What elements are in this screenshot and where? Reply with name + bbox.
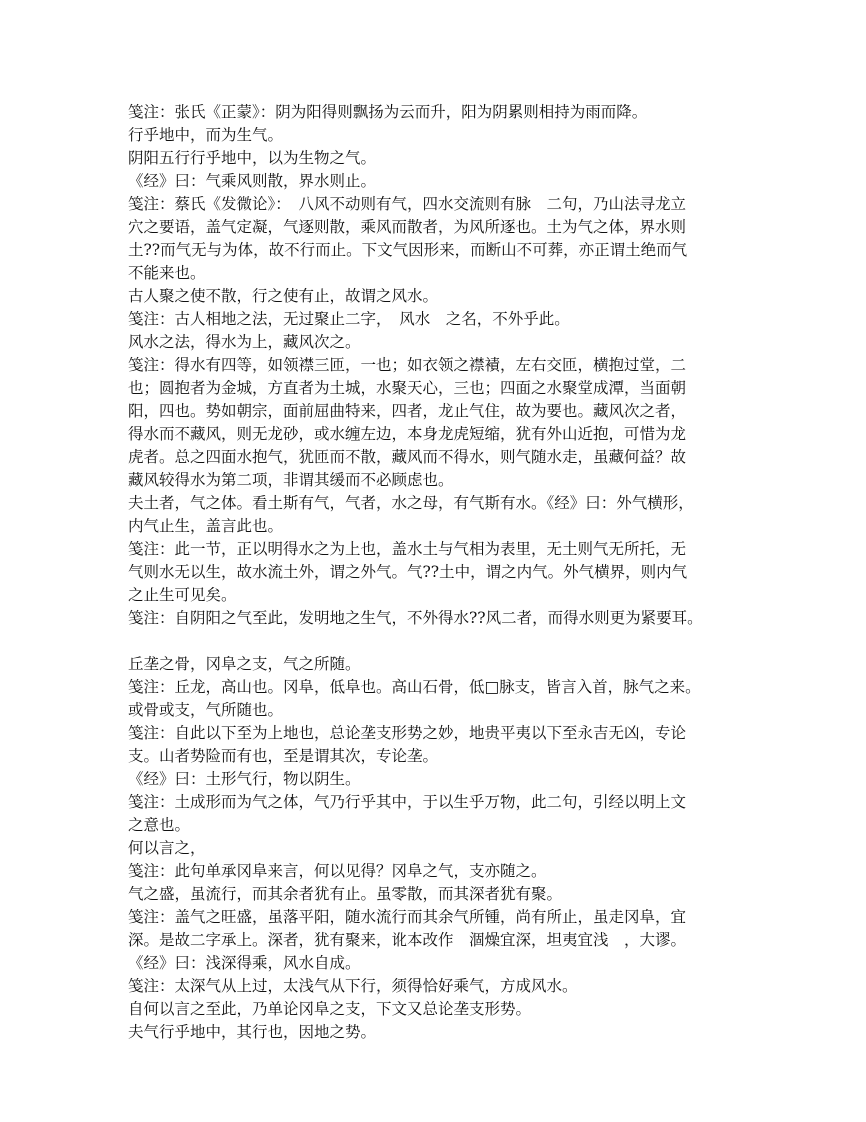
text-line: 笺注：自阴阳之气至此，发明地之生气，不外得水??风二者，而得水则更为紧要耳。 xyxy=(128,609,703,627)
text-line: 气则水无以生，故水流土外，谓之外气。气??土中，谓之内气。外气横界，则内气 xyxy=(128,563,688,581)
text-line: 《经》曰：气乘风则散，界水则止。 xyxy=(128,172,377,190)
text-line: 支。山者势险而有也，至是谓其次，专论垄。 xyxy=(128,747,439,765)
text-line: 或骨或支，气所随也。 xyxy=(128,701,284,719)
text-line: 风水之法，得水为上，藏风次之。 xyxy=(128,333,361,351)
document-page xyxy=(128,101,758,1044)
text-line: 笺注：蔡氏《发微论》： 八风不动则有气，四水交流则有脉 二句，乃山法寻龙立 xyxy=(128,195,687,213)
text-line: 笺注：张氏《正蒙》：阴为阳得则飘扬为云而升，阳为阴累则相持为雨而降。 xyxy=(128,103,648,121)
text-line: 古人聚之使不散，行之使有止，故谓之风水。 xyxy=(128,287,439,305)
text-line: 阳，四也。势如朝宗，面前屈曲特来，四者，龙止气住，故为要也。藏风次之者， xyxy=(128,402,687,420)
text-line: 笺注：太深气从上过，太浅气从下行，须得恰好乘气，方成风水。 xyxy=(128,977,578,995)
text-line: 笺注：此句单承冈阜来言，何以见得？冈阜之气，支亦随之。 xyxy=(128,862,547,880)
text-line: 不能来也。 xyxy=(128,264,206,282)
text-line: 藏风较得水为第二项，非谓其缓而不必顾虑也。 xyxy=(128,471,454,489)
text-line: 虎者。总之四面水抱气，犹匝而不散，藏风而不得水，则气随水走，虽藏何益？故 xyxy=(128,448,687,466)
text-line: 阴阳五行行乎地中，以为生物之气。 xyxy=(128,149,377,167)
text-line: 深。是故二字承上。深者，犹有聚来，讹本改作 涸燥宜深，坦夷宜浅 ，大谬。 xyxy=(128,931,687,949)
text-line: 笺注：盖气之旺盛，虽落平阳，随水流行而其余气所锺，尚有所止，虽走冈阜，宜 xyxy=(128,908,687,926)
text-line: 《经》曰：浅深得乘，风水自成。 xyxy=(128,954,361,972)
text-line: 笺注：古人相地之法，无过聚止二字， 风水 之名，不外乎此。 xyxy=(128,310,570,328)
text-line: 土??而气无与为体，故不行而止。下文气因形来，而断山不可葬，亦正谓土绝而气 xyxy=(128,241,688,259)
blank-line xyxy=(128,630,758,653)
text-line: 内气止生，盖言此也。 xyxy=(128,517,284,535)
text-line: 也；圆抱者为金城，方直者为土城，水聚天心，三也；四面之水聚堂成潭，当面朝 xyxy=(128,379,687,397)
text-line: 得水而不藏风，则无龙砂，或水缠左边，本身龙虎短缩，犹有外山近抱，可惜为龙 xyxy=(128,425,687,443)
text-line: 行乎地中，而为生气。 xyxy=(128,126,284,144)
text-line: 自何以言之至此，乃单论冈阜之支，下文又总论垄支形势。 xyxy=(128,1000,532,1018)
text-line: 气之盛，虽流行，而其余者犹有止。虽零散，而其深者犹有聚。 xyxy=(128,885,563,903)
text-line: 笺注：土成形而为气之体，气乃行乎其中，于以生乎万物，此二句，引经以明上文 xyxy=(128,793,687,811)
text-line: 笺注：丘龙，高山也。冈阜，低阜也。高山石骨，低□脉支，皆言入首，脉气之来。 xyxy=(128,678,701,696)
text-line: 笺注：此一节，正以明得水之为上也，盖水土与气相为表里，无土则气无所托，无 xyxy=(128,540,687,558)
text-line: 《经》曰：土形气行，物以阴生。 xyxy=(128,770,361,788)
text-line: 夫土者，气之体。看土斯有气，气者，水之母，有气斯有水。《经》曰：外气横形， xyxy=(128,494,694,512)
text-line: 之意也。 xyxy=(128,816,191,834)
text-line: 穴之要语，盖气定凝，气逐则散，乘风而散者，为风所逐也。土为气之体，界水则 xyxy=(128,218,687,236)
text-line: 之止生可见矣。 xyxy=(128,586,237,604)
text-line: 笺注：得水有四等，如领襟三匝，一也；如衣领之襟襀，左右交匝，横抱过堂，二 xyxy=(128,356,687,374)
text-line: 丘垄之骨，冈阜之支，气之所随。 xyxy=(128,655,361,673)
text-line: 夫气行乎地中，其行也，因地之势。 xyxy=(128,1023,377,1041)
text-line: 笺注：自此以下至为上地也，总论垄支形势之妙，地贵平夷以下至永吉无凶，专论 xyxy=(128,724,687,742)
text-line: 何以言之， xyxy=(128,839,206,857)
